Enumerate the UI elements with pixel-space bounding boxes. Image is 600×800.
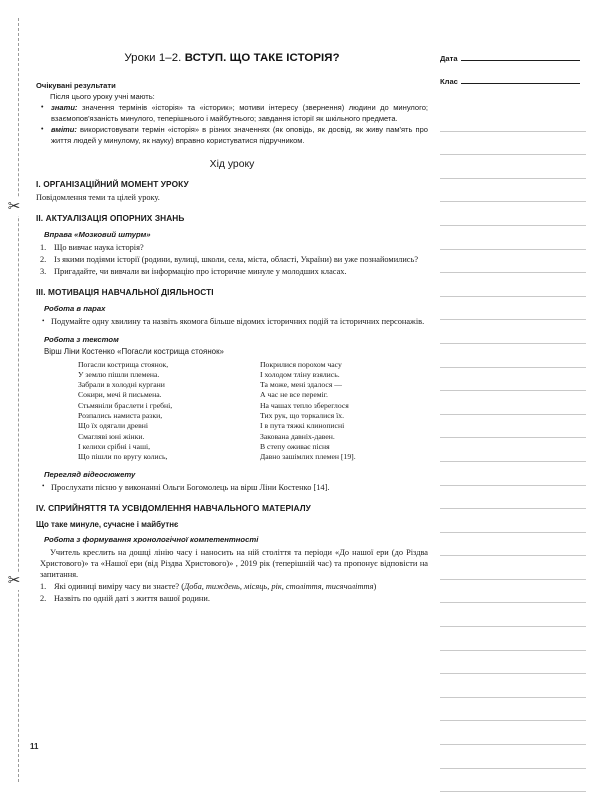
- list-item: Що вивчає наука історія?: [54, 243, 144, 253]
- note-rule-line[interactable]: [440, 108, 586, 132]
- note-rule-line[interactable]: [440, 580, 586, 604]
- note-rule-line[interactable]: [440, 533, 586, 557]
- question-plain-b: ): [373, 581, 377, 591]
- poem-line: Та може, мені здалося —: [260, 380, 342, 390]
- note-rule-line[interactable]: [440, 556, 586, 580]
- note-rule-line[interactable]: [440, 509, 586, 533]
- note-rule-line[interactable]: [440, 297, 586, 321]
- section-3-activity-pairs: Робота в парах: [44, 304, 106, 314]
- poem-line: Забрали в холодні кургани: [78, 380, 165, 390]
- poem-block: [78, 360, 428, 463]
- date-input-rule[interactable]: [461, 52, 580, 61]
- page-number: 11: [30, 742, 39, 751]
- note-rule-line[interactable]: [440, 415, 586, 439]
- expected-item-text: використовувати термін «історія» в різних значеннях (як оповідь, як досвід, як живу пам'ять про життя людей у минулому, як науку) вправно користуватися підручником.: [51, 125, 428, 145]
- poem-line: Смагляві юні жінки.: [78, 431, 145, 441]
- poem-line: Погасли кострища стоянок,: [78, 359, 169, 369]
- note-rule-line[interactable]: [440, 320, 586, 344]
- note-rule-line[interactable]: [440, 603, 586, 627]
- list-item: Пригадайте, чи вивчали ви інформацію про історичне минуле у молодших класах.: [54, 266, 347, 276]
- lesson-title-prefix: Уроки 1–2.: [124, 52, 182, 64]
- expected-results-lead: Після цього уроку учні мають:: [50, 92, 155, 101]
- poem-line: І келихи срібні і чаші,: [78, 441, 151, 451]
- note-rule-line[interactable]: [440, 486, 586, 510]
- poem-line: Тих рук, що торкалися їх.: [260, 411, 344, 421]
- class-field[interactable]: [440, 75, 580, 86]
- section-3-activity-text: Робота з текстом: [44, 334, 119, 344]
- poem-line: У землю пішли племена.: [78, 369, 160, 379]
- section-4-subheading: Що таке минуле, сучасне і майбутнє: [36, 519, 179, 529]
- note-rule-line[interactable]: [440, 674, 586, 698]
- notes-panel: [440, 52, 580, 98]
- note-rule-line[interactable]: [440, 179, 586, 203]
- note-rule-line[interactable]: [440, 132, 586, 156]
- date-field[interactable]: [440, 52, 580, 63]
- scissors-icon-bottom: ✂: [7, 573, 21, 589]
- list-item: [40, 103, 428, 124]
- poem-intro: Вірш Ліни Костенко «Погасли кострища стоянок»: [44, 346, 224, 356]
- expected-item-text: значення термінів «історія» та «історик»; мотиви інтересу (звернення) людини до минулого; взаємопов'язаність минулого, теперішнього і майбутнього; завдання історії як шкільного предмета.: [51, 103, 428, 123]
- expected-results-list: [36, 103, 428, 146]
- poem-line: Давно зашімлих племен [19].: [260, 452, 356, 462]
- poem-line: На чашах тепло збереглося: [260, 400, 349, 410]
- note-rule-line[interactable]: [440, 721, 586, 745]
- note-rule-line[interactable]: [440, 438, 586, 462]
- cut-strip: [0, 0, 26, 800]
- note-rule-line[interactable]: [440, 745, 586, 769]
- class-input-rule[interactable]: [461, 75, 580, 84]
- note-rule-line[interactable]: [440, 391, 586, 415]
- list-item: [40, 581, 428, 592]
- list-item: • Подумайте одну хвилину та назвіть якомога більше відомих історичних подій та історичних персонажів.: [40, 316, 428, 327]
- section-heading-1: I. ОРГАНІЗАЦІЙНИЙ МОМЕНТ УРОКУ: [36, 179, 189, 190]
- class-label: Клас: [440, 77, 458, 86]
- video-task-list: [36, 482, 428, 493]
- expected-results-heading: Очікувані результати: [36, 81, 116, 90]
- section-4-activity: Робота з формування хронологічної компетентності: [44, 534, 259, 544]
- poem-line: Покрилися порохом часу: [260, 359, 342, 369]
- lesson-content: [36, 52, 428, 604]
- note-rule-line[interactable]: [440, 462, 586, 486]
- poem-line: В степу оживає пісня: [260, 441, 330, 451]
- note-rule-line[interactable]: [440, 273, 586, 297]
- note-rule-line[interactable]: [440, 344, 586, 368]
- note-rule-line[interactable]: [440, 769, 586, 793]
- list-item: [40, 593, 428, 604]
- note-rule-line[interactable]: [440, 368, 586, 392]
- expected-item-marker: вміти:: [51, 125, 77, 135]
- section-3-pairs-task-list: [36, 316, 428, 327]
- poem-line: І холодом тліну взялись.: [260, 369, 340, 379]
- note-rule-line[interactable]: [440, 627, 586, 651]
- list-item: Із якими подіями історії (родини, вулиці, школи, села, міста, області, України) ви уже познайомились?: [54, 255, 419, 265]
- section-heading-3: III. МОТИВАЦІЯ НАВЧАЛЬНОЇ ДІЯЛЬНОСТІ: [36, 287, 214, 298]
- note-rule-line[interactable]: [440, 651, 586, 675]
- section-4-questions: [36, 581, 428, 604]
- note-rule-line[interactable]: [440, 202, 586, 226]
- lesson-title-main: ВСТУП. ЩО ТАКЕ ІСТОРІЯ?: [184, 52, 340, 64]
- expected-item-marker: знати:: [51, 103, 78, 112]
- poem-line: Закована давніх-давен.: [260, 431, 335, 441]
- poem-line: Стьмяніли браслети і гребні,: [78, 400, 173, 410]
- poem-line: Що їх одягали древні: [78, 421, 149, 431]
- course-heading: Хід уроку: [209, 159, 255, 171]
- poem-line: А час не все переміг.: [260, 390, 328, 400]
- poem-line: І в пута тяжкі клинописні: [260, 421, 345, 431]
- list-item: [40, 125, 428, 146]
- section-2-questions: [36, 242, 428, 277]
- date-label: Дата: [440, 54, 458, 63]
- scissors-icon-top: ✂: [7, 199, 21, 215]
- video-heading: Перегляд відеосюжету: [44, 469, 136, 479]
- question-plain-a: Які одиниці виміру часу ви знаєте? (: [54, 581, 184, 591]
- poem-line: Розпались намиста разки,: [78, 411, 163, 421]
- section-1-body: Повідомлення теми та цілей уроку.: [36, 193, 160, 203]
- question-plain-a: Назвіть по одній даті з життя вашої родини.: [54, 593, 210, 603]
- note-rule-line[interactable]: [440, 155, 586, 179]
- poem-line: Що пішли по вругу колись,: [78, 452, 168, 462]
- notes-ruled-lines[interactable]: [440, 108, 586, 792]
- poem-column-left: [78, 360, 236, 463]
- note-rule-line[interactable]: [440, 250, 586, 274]
- page-title: [36, 52, 428, 64]
- section-4-task-intro: Учитель креслить на дошці лінію часу і наносить на ній століття та періоди «До нашої ери (до Різдва Христового)» та «Нашої ери (від Різдва Христового)» , 2019 рік (теперішній час) та пропонує відповісти на запитання.: [40, 547, 428, 580]
- section-heading-2: II. АКТУАЛІЗАЦІЯ ОПОРНИХ ЗНАНЬ: [36, 213, 185, 224]
- note-rule-line[interactable]: [440, 698, 586, 722]
- section-2-activity: Вправа «Мозковий штурм»: [44, 230, 151, 240]
- section-heading-4: IV. СПРИЙНЯТТЯ ТА УСВІДОМЛЕННЯ НАВЧАЛЬНОГО МАТЕРІАЛУ: [36, 502, 311, 513]
- poem-column-right: [260, 360, 418, 463]
- dashed-cut-line: [18, 18, 19, 782]
- list-item: • Прослухати пісню у виконанні Ольги Богомолець на вірш Ліни Костенко [14].: [40, 482, 428, 493]
- note-rule-line[interactable]: [440, 226, 586, 250]
- question-italic: Доба, тиждень, місяць, рік, століття, тисячоліття: [184, 581, 374, 591]
- poem-line: Сокири, мечі й письмена.: [78, 390, 162, 400]
